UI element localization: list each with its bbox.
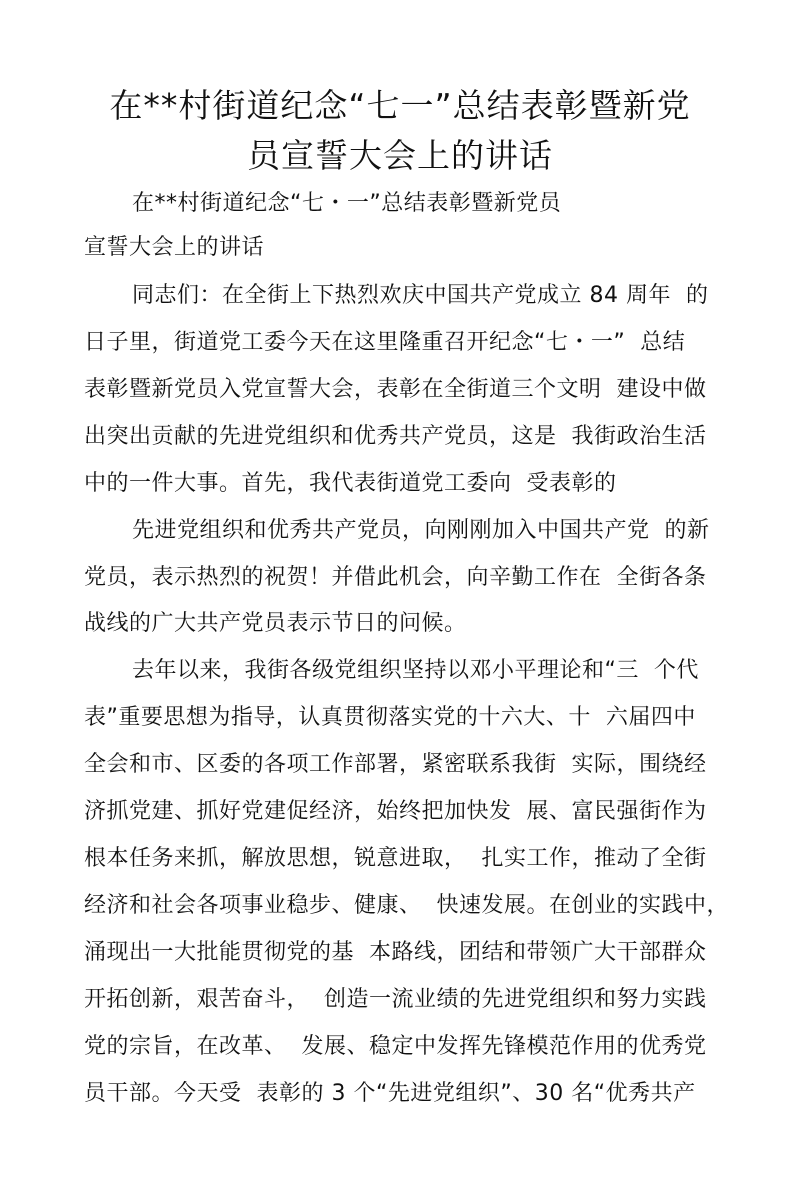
paragraph-3-line-1: 去年以来，我街各级党组织坚持以邓小平理论和“三 个代 [132,658,699,683]
paragraph-3-line-6: 经济和社会各项事业稳步、健康、 快速发展。在创业的实践中， [84,893,729,918]
paragraph-2-line-2: 党员，表示热烈的祝贺！并借此机会，向辛勤工作在 全街各条 [84,565,707,590]
paragraph-2-line-1: 先进党组织和优秀共产党员，向刚刚加入中国共产党 的新 [132,518,710,543]
paragraph-1-line-3: 表彰暨新党员入党宣誓大会，表彰在全街道三个文明 建设中做 [84,377,707,402]
paragraph-3-line-8: 开拓创新，艰苦奋斗， 创造一流业绩的先进党组织和努力实践 [84,987,707,1012]
paragraph-3-line-3: 全会和市、区委的各项工作部署，紧密联系我街 实际，围绕经 [84,752,707,777]
document-title-line-1: 在**村街道纪念“七一”总结表彰暨新党 [109,86,691,125]
paragraph-3-line-5: 根本任务来抓，解放思想，锐意进取， 扎实工作，推动了全街 [84,846,707,871]
paragraph-1-line-1: 同志们：在全街上下热烈欢庆中国共产党成立 84 周年 的 [132,283,709,308]
paragraph-1-line-4: 出突出贡献的先进党组织和优秀共产党员，这是 我街政治生活 [84,424,707,449]
paragraph-3-line-9: 党的宗旨，在改革、 发展、稳定中发挥先锋模范作用的优秀党 [84,1034,707,1059]
paragraph-3-line-2: 表”重要思想为指导，认真贯彻落实党的十六大、十 六届四中 [84,705,696,730]
paragraph-3-line-10: 员干部。今天受 表彰的 3 个“先进党组织”、30 名“优秀共产 [84,1081,696,1106]
document-title-line-2: 员宣誓大会上的讲话 [247,136,553,175]
subtitle-line-1: 在**村街道纪念“七・一”总结表彰暨新党员 [132,191,562,216]
paragraph-3-line-7: 涌现出一大批能贯彻党的基 本路线，团结和带领广大干部群众 [84,940,707,965]
paragraph-1-line-5: 中的一件大事。首先，我代表街道党工委向 受表彰的 [84,471,617,496]
subtitle-line-2: 宣誓大会上的讲话 [84,235,265,260]
paragraph-2-line-3: 战线的广大共产党员表示节日的问候。 [84,611,467,636]
paragraph-1-line-2: 日子里，街道党工委今天在这里隆重召开纪念“七・一” 总结 [84,330,686,355]
paragraph-3-line-4: 济抓党建、抓好党建促经济，始终把加快发 展、富民强街作为 [84,799,707,824]
